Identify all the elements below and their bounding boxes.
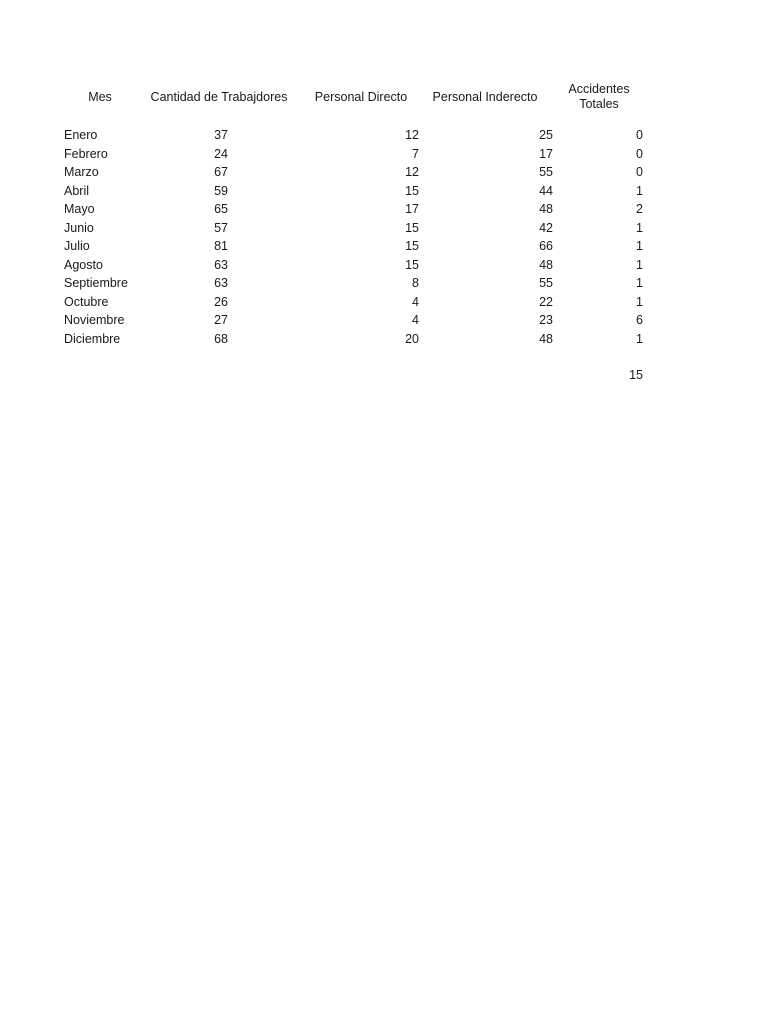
cell-cantidad: 26 [214, 294, 228, 309]
cell-indirecto: 44 [539, 183, 553, 198]
cell-mes: Junio [64, 220, 94, 235]
table-row [0, 330, 768, 349]
header-mes: Mes [88, 89, 112, 104]
cell-indirecto: 42 [539, 220, 553, 235]
table-row [0, 293, 768, 312]
cell-directo: 15 [405, 257, 419, 272]
cell-indirecto: 25 [539, 128, 553, 142]
header-personal-directo: Personal Directo [314, 89, 408, 104]
cell-accidentes: 0 [636, 146, 643, 161]
cell-directo: 12 [405, 165, 419, 179]
table-row [0, 256, 768, 275]
total-accidentes: 15 [629, 368, 643, 382]
cell-mes: Noviembre [64, 313, 125, 327]
cell-mes: Julio [64, 239, 90, 253]
table-row [0, 126, 768, 145]
cell-indirecto: 55 [539, 276, 553, 290]
cell-cantidad: 63 [214, 257, 228, 272]
cell-directo: 17 [405, 202, 419, 216]
cell-cantidad: 67 [214, 165, 228, 179]
cell-mes: Marzo [64, 165, 99, 179]
table-row [0, 274, 768, 293]
cell-directo: 15 [405, 220, 419, 235]
cell-accidentes: 1 [636, 239, 643, 253]
header-cantidad-trabajadores: Cantidad de Trabajdores [150, 89, 288, 104]
cell-indirecto: 48 [539, 331, 553, 346]
cell-cantidad: 27 [214, 313, 228, 327]
header-personal-indirecto: Personal Inderecto [432, 89, 538, 104]
cell-mes: Febrero [64, 146, 108, 161]
cell-mes: Agosto [64, 257, 103, 272]
cell-accidentes: 1 [636, 331, 643, 346]
cell-indirecto: 22 [539, 294, 553, 309]
table-row [0, 311, 768, 330]
cell-mes: Mayo [64, 202, 95, 216]
cell-directo: 20 [405, 331, 419, 346]
table-row [0, 163, 768, 182]
cell-cantidad: 59 [214, 183, 228, 198]
cell-indirecto: 55 [539, 165, 553, 179]
cell-accidentes: 1 [636, 257, 643, 272]
cell-directo: 8 [412, 276, 419, 290]
cell-directo: 4 [412, 313, 419, 327]
data-rows [0, 126, 768, 348]
cell-accidentes: 1 [636, 220, 643, 235]
cell-indirecto: 48 [539, 257, 553, 272]
cell-mes: Octubre [64, 294, 109, 309]
cell-cantidad: 37 [214, 128, 228, 142]
header-accidentes-totales: Accidentes Totales [568, 82, 630, 111]
table-row [0, 182, 768, 201]
cell-directo: 4 [412, 294, 419, 309]
cell-mes: Diciembre [64, 331, 121, 346]
cell-mes: Enero [64, 128, 98, 142]
cell-cantidad: 81 [214, 239, 228, 253]
cell-directo: 15 [405, 183, 419, 198]
cell-cantidad: 65 [214, 202, 228, 216]
table-row [0, 219, 768, 238]
table-row [0, 145, 768, 164]
cell-indirecto: 23 [539, 313, 553, 327]
cell-indirecto: 66 [539, 239, 553, 253]
cell-indirecto: 17 [539, 146, 553, 161]
cell-accidentes: 1 [636, 276, 643, 290]
cell-cantidad: 63 [214, 276, 228, 290]
table-row [0, 200, 768, 219]
cell-directo: 12 [405, 128, 419, 142]
cell-accidentes: 2 [636, 202, 643, 216]
cell-directo: 15 [405, 239, 419, 253]
cell-mes: Abril [64, 183, 90, 198]
cell-accidentes: 0 [636, 128, 643, 142]
cell-accidentes: 1 [636, 183, 643, 198]
cell-directo: 7 [412, 146, 419, 161]
cell-cantidad: 68 [214, 331, 228, 346]
cell-accidentes: 1 [636, 294, 643, 309]
cell-cantidad: 57 [214, 220, 228, 235]
cell-mes: Septiembre [64, 276, 128, 290]
cell-accidentes: 6 [636, 313, 643, 327]
cell-cantidad: 24 [214, 146, 228, 161]
cell-accidentes: 0 [636, 165, 643, 179]
table-row [0, 237, 768, 256]
cell-indirecto: 48 [539, 202, 553, 216]
